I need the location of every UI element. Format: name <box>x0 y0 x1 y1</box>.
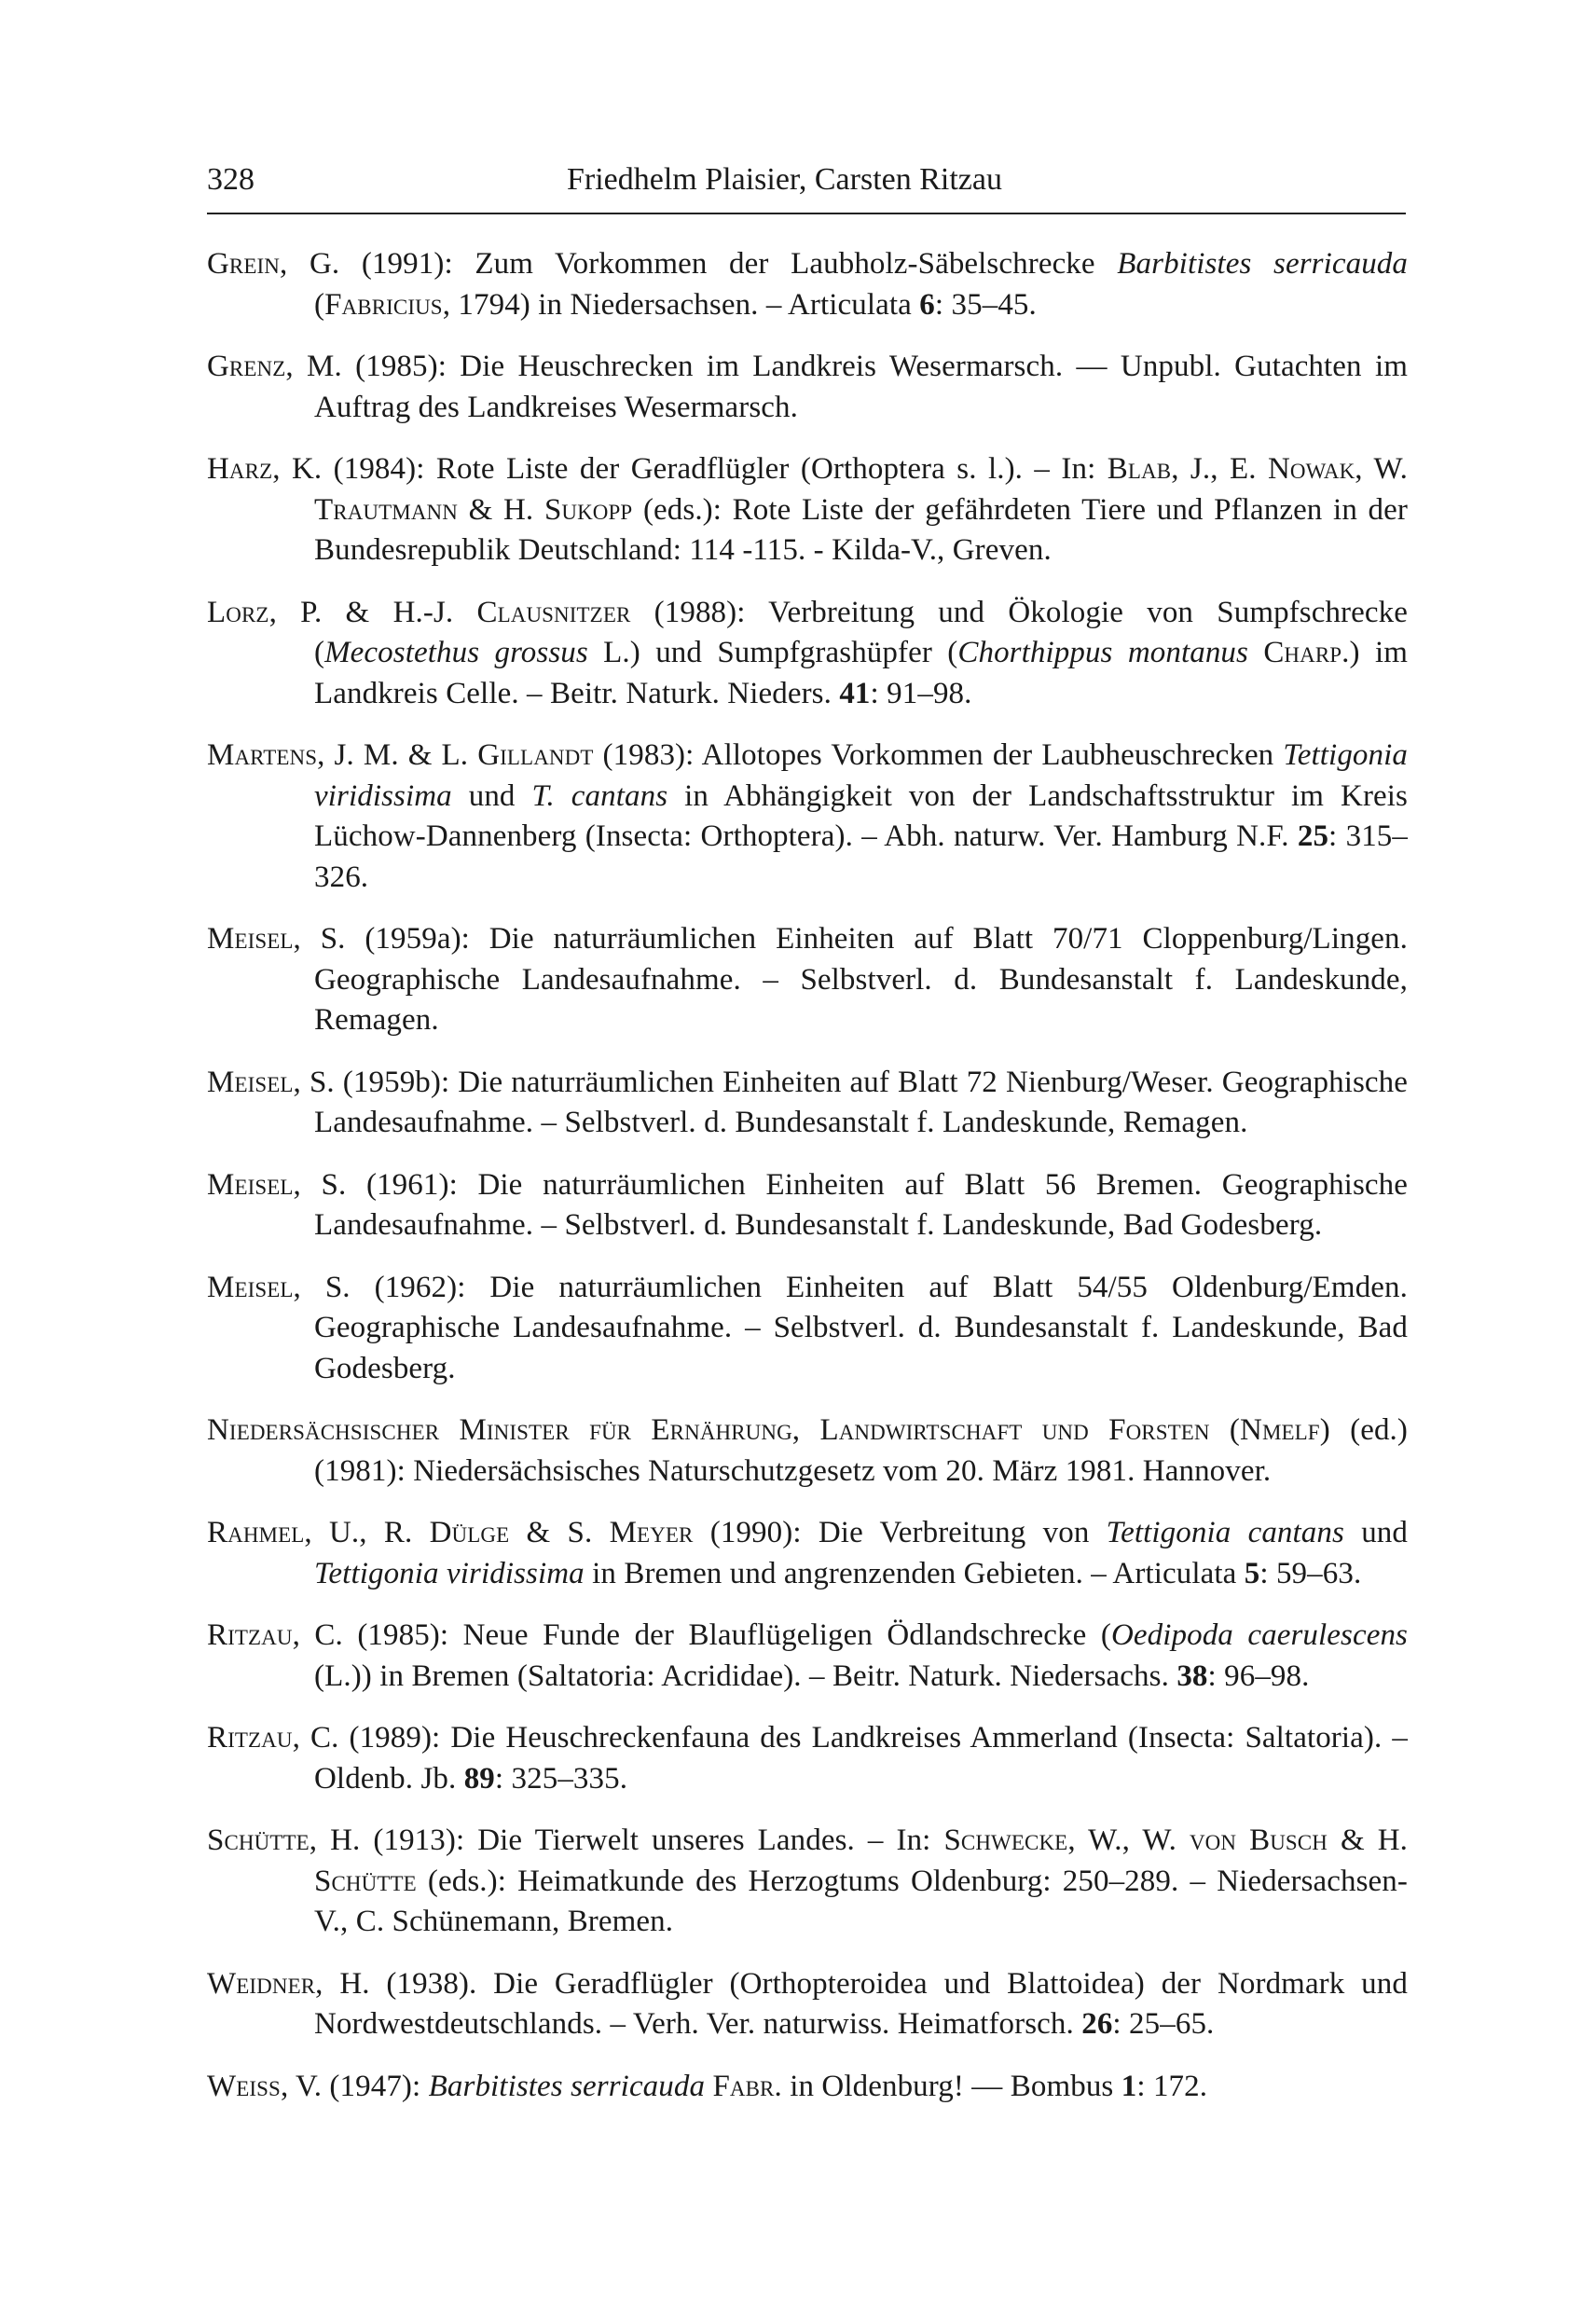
reference-text: , C. (1985): Neue Funde der Blauflügeligen Ödlandschrecke ( <box>292 1618 1111 1652</box>
author-name: Gillandt <box>477 738 594 772</box>
author-name: Rahmel <box>207 1516 305 1549</box>
taxon-name: Barbitistes serricauda <box>428 2069 706 2103</box>
reference-text: in Abhängigkeit von der Landschaftsstruktur im Kreis Lüchow-Dannenberg (Insecta: Orthoptera). – Abh. naturw. Ver. Hamburg N.F. <box>314 778 1408 853</box>
volume-number: 5 <box>1244 1556 1260 1590</box>
reference-text: , P. & H.-J. <box>268 595 477 629</box>
reference-text: und <box>451 778 532 813</box>
reference-text: & S. <box>509 1516 610 1549</box>
author-name: Charp. <box>1263 636 1350 669</box>
reference-entry <box>207 1964 1408 2045</box>
taxon-name: Chorthippus montanus <box>957 636 1248 669</box>
reference-text: : 172. <box>1136 2069 1208 2103</box>
volume-number: 38 <box>1176 1658 1208 1693</box>
reference-entry <box>207 593 1408 715</box>
volume-number: 1 <box>1121 2069 1137 2103</box>
reference-text: (eds.): Heimatkunde des Herzogtums Oldenburg: 250–289. – Niedersachsen-V., C. Schünemann, Bremen. <box>314 1864 1408 1938</box>
reference-text: in Oldenburg! — Bombus <box>781 2069 1121 2103</box>
running-title: Friedhelm Plaisier, Carsten Ritzau <box>567 162 1002 197</box>
reference-entry <box>207 1821 1408 1943</box>
reference-text: : 35–45. <box>934 287 1037 322</box>
reference-text: : 325–335. <box>494 1761 628 1796</box>
author-name: Blab <box>1107 452 1172 486</box>
reference-text: (1983): Allotopes Vorkommen der Laubheuschrecken <box>593 738 1284 772</box>
reference-text: , V. (1947): <box>280 2069 429 2103</box>
author-name: Schwecke <box>943 1823 1068 1857</box>
taxon-name: T. cantans <box>531 778 668 813</box>
reference-text: , 1794) in Niedersachsen. – Articulata <box>442 287 920 322</box>
reference-entry <box>207 736 1408 898</box>
author-name: Grein <box>207 247 280 281</box>
taxon-name: Mecostethus grossus <box>324 636 588 669</box>
reference-entry <box>207 2067 1408 2108</box>
volume-number: 89 <box>463 1761 495 1796</box>
page-number: 328 <box>207 162 255 197</box>
author-name: Schütte <box>314 1864 417 1898</box>
reference-text: ( <box>314 287 325 322</box>
reference-text: , S. (1959a): Die naturräumlichen Einheiten auf Blatt 70/71 Cloppenburg/Lingen. Geographische Landesaufnahme. – Selbstverl. d. Bundesanstalt f. Landeskunde, Remagen. <box>293 922 1408 1037</box>
reference-text: , S. (1962): Die naturräumlichen Einheiten auf Blatt 54/55 Oldenburg/Emden. Geographische Landesaufnahme. – Selbstverl. d. Bundesanstalt f. Landeskunde, Bad Godesberg. <box>293 1270 1408 1385</box>
reference-text: (eds.): Rote Liste der gefährdeten Tiere und Pflanzen in der Bundesrepublik Deutschland: 114 -115. - Kilda-V., Greven. <box>314 492 1408 567</box>
author-name: Ritzau <box>207 1721 293 1755</box>
reference-text: , S. (1961): Die naturräumlichen Einheiten auf Blatt 56 Bremen. Geographische Landesaufnahme. – Selbstverl. d. Bundesanstalt f. Landeskunde, Bad Godesberg. <box>293 1167 1408 1242</box>
reference-text: : 315–326. <box>314 819 1408 894</box>
reference-text: : 59–63. <box>1259 1556 1362 1590</box>
reference-text: (L.)) in Bremen (Saltatoria: Acrididae). – Beitr. Naturk. Niedersachs. <box>314 1658 1177 1693</box>
reference-text: , S. (1959b): Die naturräumlichen Einheiten auf Blatt 72 Nienburg/Weser. Geographische Landesaufnahme. – Selbstverl. d. Bundesanstalt f. Landeskunde, Remagen. <box>293 1065 1408 1139</box>
author-name: Sukopp <box>543 492 633 527</box>
reference-entry <box>207 1063 1408 1144</box>
volume-number: 41 <box>839 676 871 710</box>
reference-text <box>1248 636 1263 669</box>
author-name: Harz <box>207 452 273 486</box>
reference-text: , M. (1985): Die Heuschrecken im Landkreis Wesermarsch. — Unpubl. Gutachten im Auftrag des Landkreises Wesermarsch. <box>285 350 1408 424</box>
author-name: Ritzau <box>207 1618 293 1652</box>
author-name: Weiss <box>207 2069 281 2103</box>
author-name: Nowak <box>1267 452 1355 486</box>
header-rule <box>207 213 1406 214</box>
reference-text: in Bremen und angrenzenden Gebieten. – Articulata <box>584 1556 1245 1590</box>
reference-text: L.) und Sumpfgrashüpfer ( <box>587 636 958 669</box>
author-name: Niedersächsischer Minister für Ernährung, Landwirtschaft und Forsten <box>207 1413 1210 1447</box>
reference-text: , U., R. <box>304 1516 430 1549</box>
author-name: Grenz <box>207 350 286 383</box>
author-name: Fabricius <box>324 287 443 322</box>
reference-text: , H. (1938). Die Geradflügler (Orthopteroidea und Blattoidea) der Nordmark und Nordwestdeutschlands. – Verh. Ver. naturwiss. Heimatforsch. <box>314 1966 1408 2041</box>
reference-text: , K. (1984): Rote Liste der Geradflügler (Orthoptera s. l.). – In: <box>272 452 1108 486</box>
reference-text: (1988): Verbreitung und Ökologie von Sumpfschrecke ( <box>314 595 1408 669</box>
author-name: Meisel <box>207 1167 294 1202</box>
author-name: Dülge <box>429 1516 510 1549</box>
reference-text: ( <box>1209 1413 1241 1447</box>
reference-text: , G. (1991): Zum Vorkommen der Laubholz-Säbelschrecke <box>280 247 1118 281</box>
reference-text: , J. M. & L. <box>317 738 478 772</box>
volume-number: 26 <box>1081 2007 1113 2041</box>
running-head <box>207 157 1406 203</box>
reference-entry <box>207 449 1408 571</box>
author-name: Weidner <box>207 1966 316 2001</box>
taxon-name: Barbitistes serricauda <box>1117 247 1408 281</box>
reference-text: , H. (1913): Die Tierwelt unseres Landes. – In: <box>309 1823 944 1857</box>
reference-entry <box>207 1513 1408 1594</box>
reference-entry <box>207 919 1408 1041</box>
reference-text: ) (ed.) (1981): Niedersächsisches Naturschutzgesetz vom 20. März 1981. Hannover. <box>314 1413 1408 1488</box>
reference-entry <box>207 1616 1408 1697</box>
reference-text: , J., E. <box>1171 452 1268 486</box>
author-name: Fabr. <box>712 2069 782 2103</box>
reference-text: , W., W. <box>1067 1823 1190 1857</box>
reference-text: ) im Landkreis Celle. – Beitr. Naturk. Nieders. <box>314 636 1408 710</box>
taxon-name: Tettigonia viridissima <box>314 738 1408 813</box>
reference-text: , W. <box>1355 452 1409 486</box>
reference-text: : 91–98. <box>870 676 972 710</box>
author-name: Meisel <box>207 1065 294 1099</box>
author-name: Meisel <box>207 922 294 956</box>
reference-entry <box>207 244 1408 325</box>
author-name: Clausnitzer <box>476 595 631 629</box>
taxon-name: Oedipoda caerulescens <box>1110 1618 1408 1652</box>
reference-text: , C. (1989): Die Heuschreckenfauna des Landkreises Ammerland (Insecta: Saltatoria). – Oldenb. Jb. <box>292 1721 1408 1796</box>
reference-text: : 96–98. <box>1207 1658 1310 1693</box>
reference-list <box>207 244 1408 2128</box>
volume-number: 6 <box>919 287 935 322</box>
author-name: Schütte <box>207 1823 310 1857</box>
reference-entry <box>207 1411 1408 1492</box>
reference-entry <box>207 1165 1408 1246</box>
author-name: Trautmann <box>314 492 458 527</box>
taxon-name: Tettigonia cantans <box>1106 1516 1344 1549</box>
taxon-name: Tettigonia viridissima <box>314 1556 585 1590</box>
reference-text: : 25–65. <box>1112 2007 1215 2041</box>
author-name: Lorz <box>207 595 269 629</box>
author-name: Martens <box>207 738 318 772</box>
reference-entry <box>207 1718 1408 1799</box>
author-name: Meisel <box>207 1270 294 1304</box>
reference-entry <box>207 347 1408 428</box>
author-name: Nmelf <box>1240 1413 1320 1447</box>
reference-text: & H. <box>1327 1823 1409 1857</box>
author-name: von Busch <box>1189 1823 1328 1857</box>
reference-entry <box>207 1268 1408 1390</box>
volume-number: 25 <box>1297 819 1329 853</box>
reference-text: (1990): Die Verbreitung von <box>693 1516 1107 1549</box>
reference-text: & H. <box>457 492 544 527</box>
reference-text: und <box>1343 1516 1408 1549</box>
author-name: Meyer <box>609 1516 694 1549</box>
